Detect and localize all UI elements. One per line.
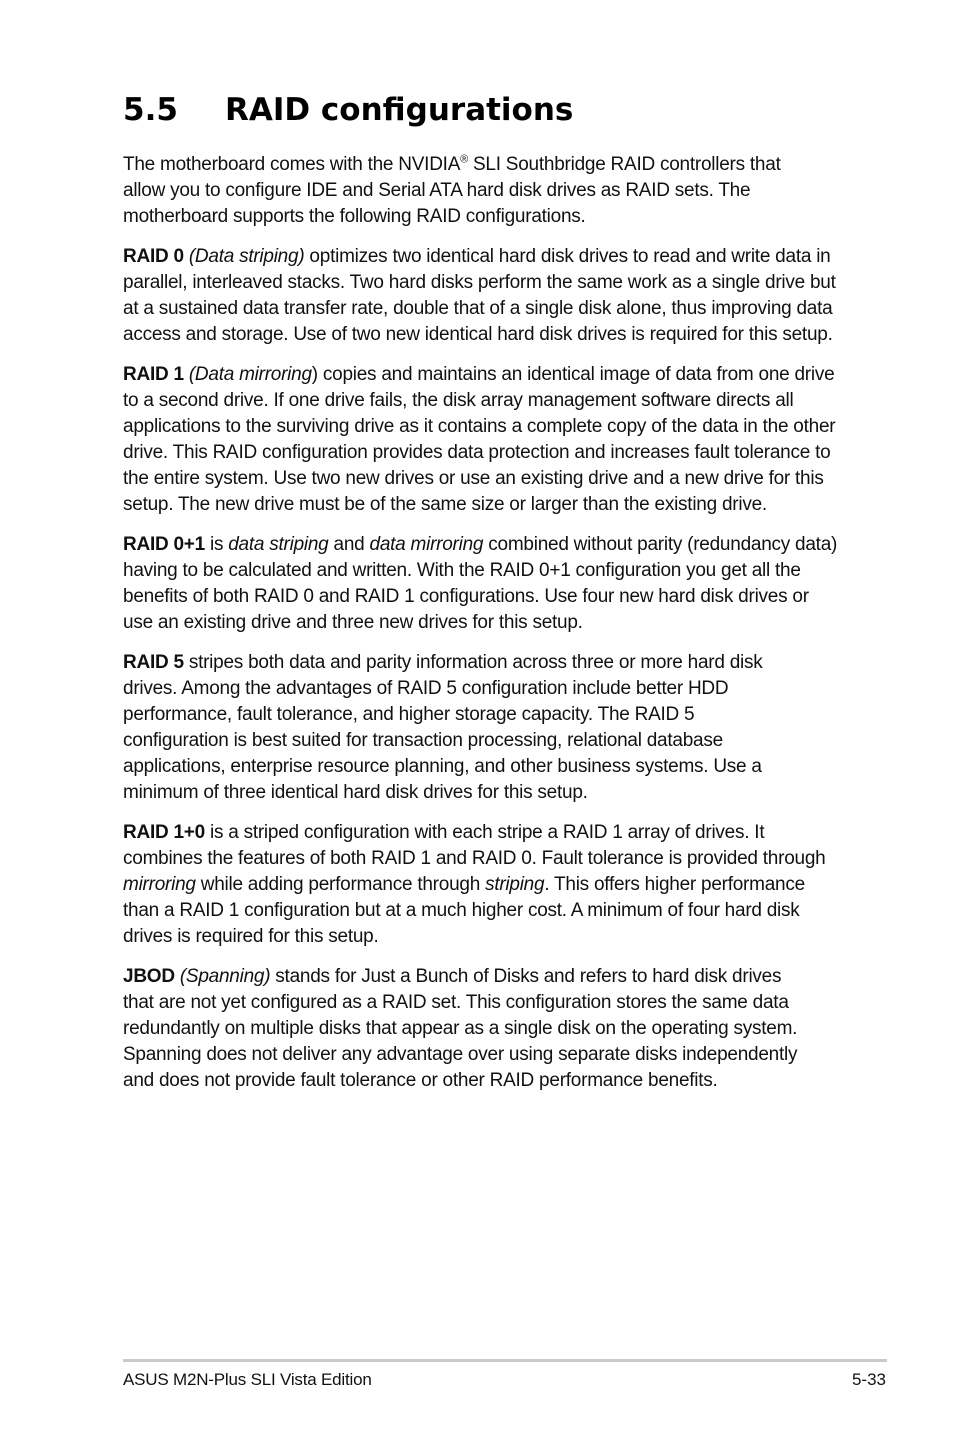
raid1-description: ) copies and maintains an identical image of data from one drive to a second drive. If one drive fails, the disk array management software directs all applications to the surviving drive as it contains a complete copy of the data in the other drive. This RAID configuration provides data protection and increases fault tolerance to the entire system. Use two new drives or use an existing drive and a new drive for this setup. The new drive must be of the same size or larger than the existing drive. <box>123 364 836 515</box>
raid1-alias: (Data mirroring <box>188 364 312 385</box>
raid5-description: stripes both data and parity information across three or more hard disk drives. Among the advantages of RAID 5 configuration include better HDD performance, fault tolerance, and higher storage capacity. The RAID 5 configuration is best suited for transaction processing, relational database applications, enterprise resource planning, and other business systems. Use a minimum of three identical hard disk drives for this setup. <box>123 652 763 803</box>
jbod-term: JBOD <box>123 966 175 987</box>
intro-line: The motherboard comes with the NVIDIA® SLI Southbridge RAID controllers that <box>123 153 781 175</box>
raid1-paragraph <box>123 362 839 518</box>
raid0-alias: (Data striping) <box>188 246 305 267</box>
intro-paragraph <box>123 152 839 230</box>
raid10-paragraph: RAID 1+0 is a striped configuration with each stripe a RAID 1 array of drives. It combines the features of both RAID 1 and RAID 0. Fault tolerance is provided through mirroring while adding performance through striping. This offers higher performance than a RAID 1 configuration but at a much higher cost. A minimum of four hard disk drives is required for this setup. <box>123 822 826 947</box>
raid0-description: optimizes two identical hard disk drives to read and write data in parallel, interleaved stacks. Two hard disks perform the same work as a single drive but at a sustained data transfer rate, double that of a single disk alone, thus improving data access and storage. Use of two new identical hard disk drives is required for this setup. <box>123 246 836 345</box>
section-number: 5.5 <box>123 92 178 128</box>
raid10-term: RAID 1+0 <box>123 822 205 843</box>
footer-divider <box>123 1359 887 1362</box>
registered-mark: ® <box>460 153 468 166</box>
raid0-paragraph <box>123 244 839 348</box>
jbod-description: stands for Just a Bunch of Disks and refers to hard disk drives that are not yet configured as a RAID set. This configuration stores the same data redundantly on multiple disks that appear as a single disk on the operating system. Spanning does not deliver any advantage over using separate disks independently and does not provide fault tolerance or other RAID performance benefits. <box>123 966 798 1091</box>
raid1-term: RAID 1 <box>123 364 184 385</box>
raid01-paragraph: RAID 0+1 is data striping and data mirroring combined without parity (redundancy data) having to be calculated and written. With the RAID 0+1 configuration you get all the benefits of both RAID 0 and RAID 1 configurations. Use four new hard disk drives or use an existing drive and three new drives for this setup. <box>123 534 838 633</box>
jbod-paragraph <box>123 964 813 1094</box>
raid5-term: RAID 5 <box>123 652 184 673</box>
raid5-paragraph <box>123 650 769 806</box>
raid0-term: RAID 0 <box>123 246 184 267</box>
intro-line: motherboard supports the following RAID configurations. <box>123 206 586 227</box>
footer-page-number: 5-33 <box>851 1370 886 1389</box>
section-title: RAID configurations <box>225 92 574 128</box>
body-text <box>123 152 839 1108</box>
footer-product-name: ASUS M2N-Plus SLI Vista Edition <box>123 1370 372 1389</box>
section-heading <box>123 88 573 132</box>
jbod-alias: (Spanning) <box>179 966 271 987</box>
raid01-term: RAID 0+1 <box>123 534 205 555</box>
intro-line: allow you to configure IDE and Serial ATA hard disk drives as RAID sets. The <box>123 180 751 201</box>
